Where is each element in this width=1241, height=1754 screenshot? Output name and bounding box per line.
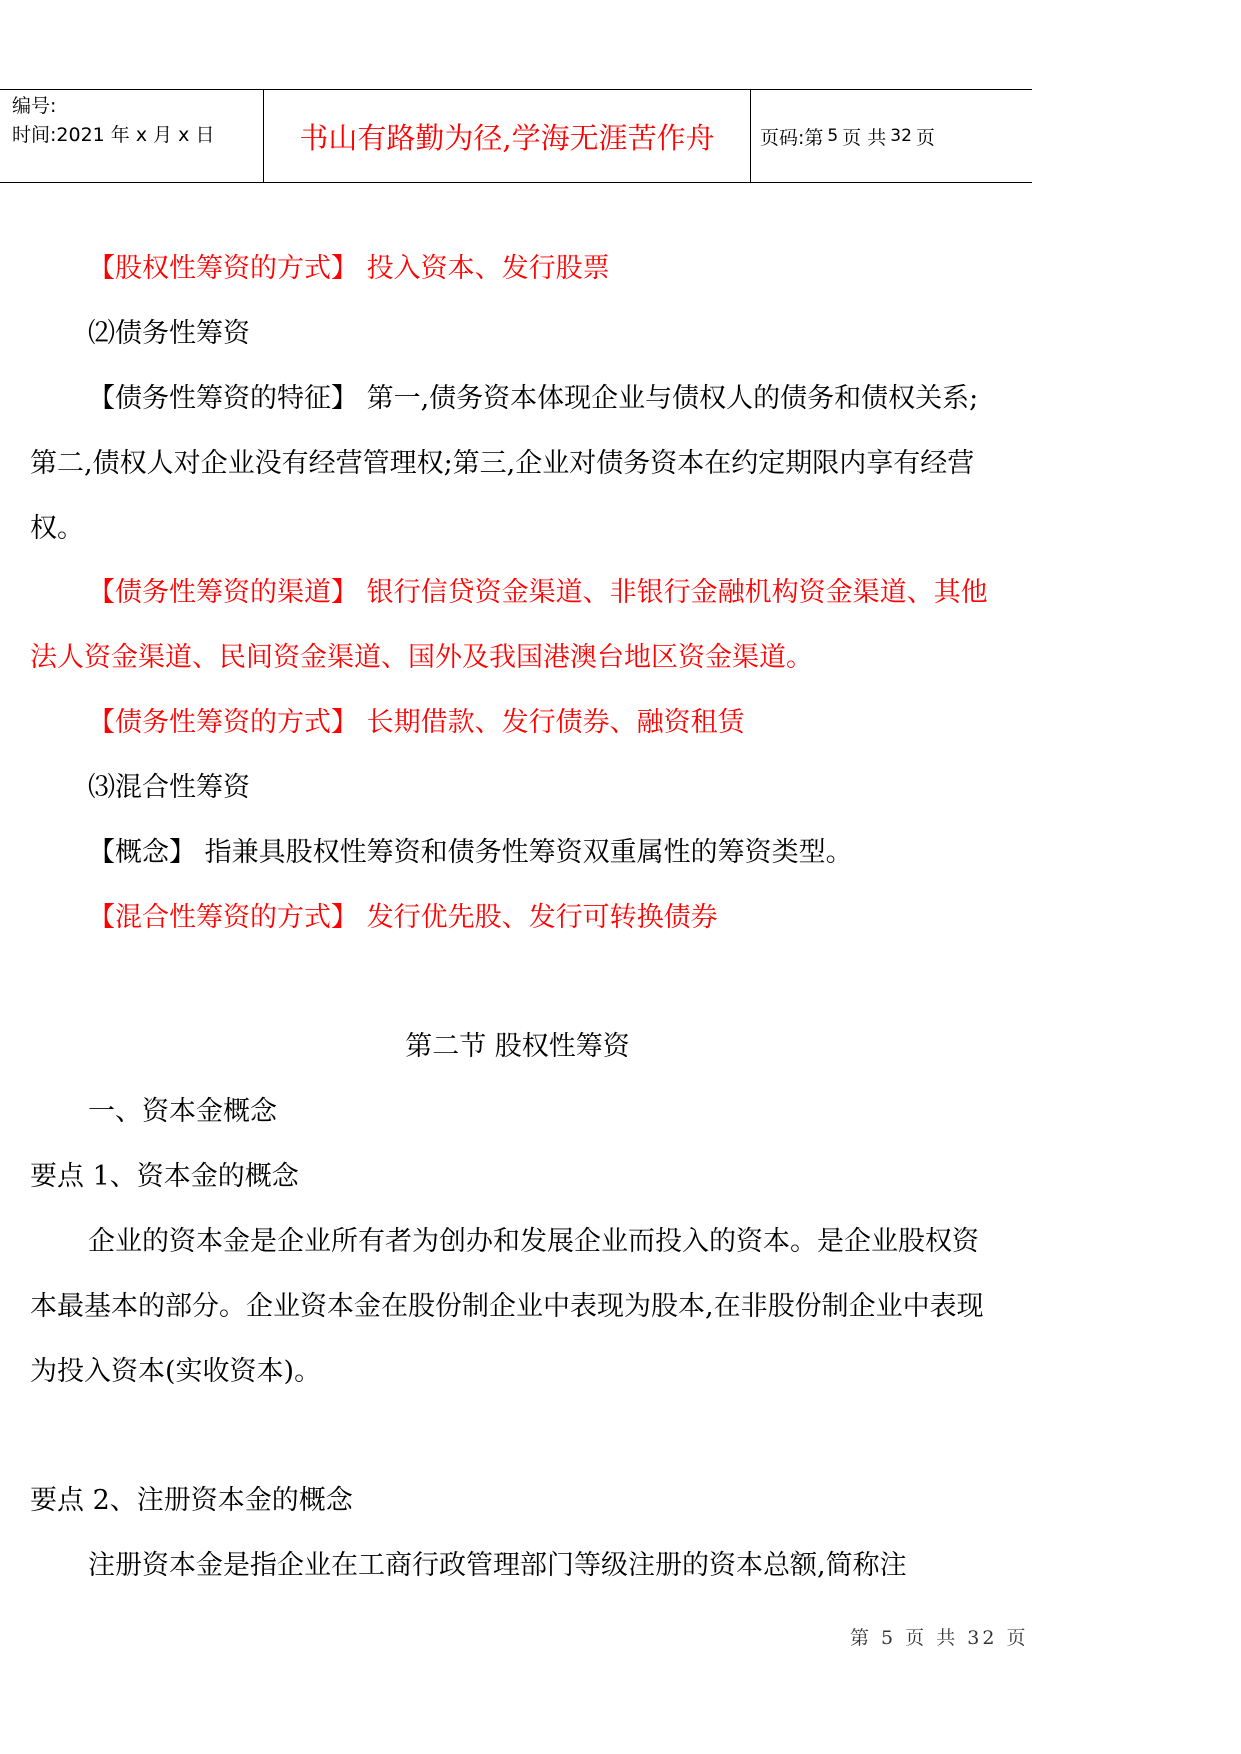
header-meta	[12, 92, 214, 150]
registered-capital-paragraph: 注册资本金是指企业在工商行政管理部门等级注册的资本总额,简称注	[88, 1550, 907, 1581]
point-1-heading: 要点 1、资本金的概念	[30, 1161, 299, 1192]
document-number-label: 编号:	[12, 95, 57, 117]
point-2-heading: 要点 2、注册资本金的概念	[30, 1485, 353, 1516]
document-date: 时间:2021 年 x 月 x 日	[12, 124, 215, 146]
debt-financing-heading: ⑵债务性筹资	[88, 318, 250, 349]
page-header	[0, 89, 1032, 183]
debt-financing-features: 【债务性筹资的特征】 第一,债务资本体现企业与债权人的债务和债权关系;第二,债权人对企业没有经营管理权;第三,企业对债务资本在约定期限内享有经营权。	[30, 383, 979, 544]
hybrid-financing-concept: 【概念】 指兼具股权性筹资和债务性筹资双重属性的筹资类型。	[88, 837, 853, 868]
equity-financing-methods: 【股权性筹资的方式】 投入资本、发行股票	[88, 253, 610, 284]
page-total: 32	[890, 126, 912, 146]
capital-concept-paragraph: 企业的资本金是企业所有者为创办和发展企业而投入的资本。是企业股权资本最基本的部分。企业资本金在股份制企业中表现为股本,在非股份制企业中表现为投入资本(实收资本)。	[30, 1226, 984, 1387]
header-divider	[750, 90, 751, 182]
header-motto: 书山有路勤为径,学海无涯苦作舟	[299, 120, 715, 155]
section-title: 第二节 股权性筹资	[405, 1031, 630, 1062]
subsection-heading: 一、资本金概念	[88, 1096, 277, 1127]
hybrid-financing-methods: 【混合性筹资的方式】 发行优先股、发行可转换债券	[88, 902, 718, 933]
debt-financing-methods: 【债务性筹资的方式】 长期借款、发行债券、融资租赁	[88, 707, 745, 738]
page-footer: 第 5 页 共 32 页	[850, 1627, 1029, 1649]
page-end-label: 页	[915, 126, 935, 149]
page-mid-label: 页 共	[842, 126, 887, 149]
hybrid-financing-heading: ⑶混合性筹资	[88, 772, 250, 803]
header-page-number	[760, 90, 935, 182]
page-label: 页码:第	[760, 126, 824, 149]
debt-financing-channels: 【债务性筹资的渠道】 银行信贷资金渠道、非银行金融机构资金渠道、其他法人资金渠道、民间资金渠道、国外及我国港澳台地区资金渠道。	[30, 577, 988, 673]
page-current: 5	[827, 126, 839, 146]
